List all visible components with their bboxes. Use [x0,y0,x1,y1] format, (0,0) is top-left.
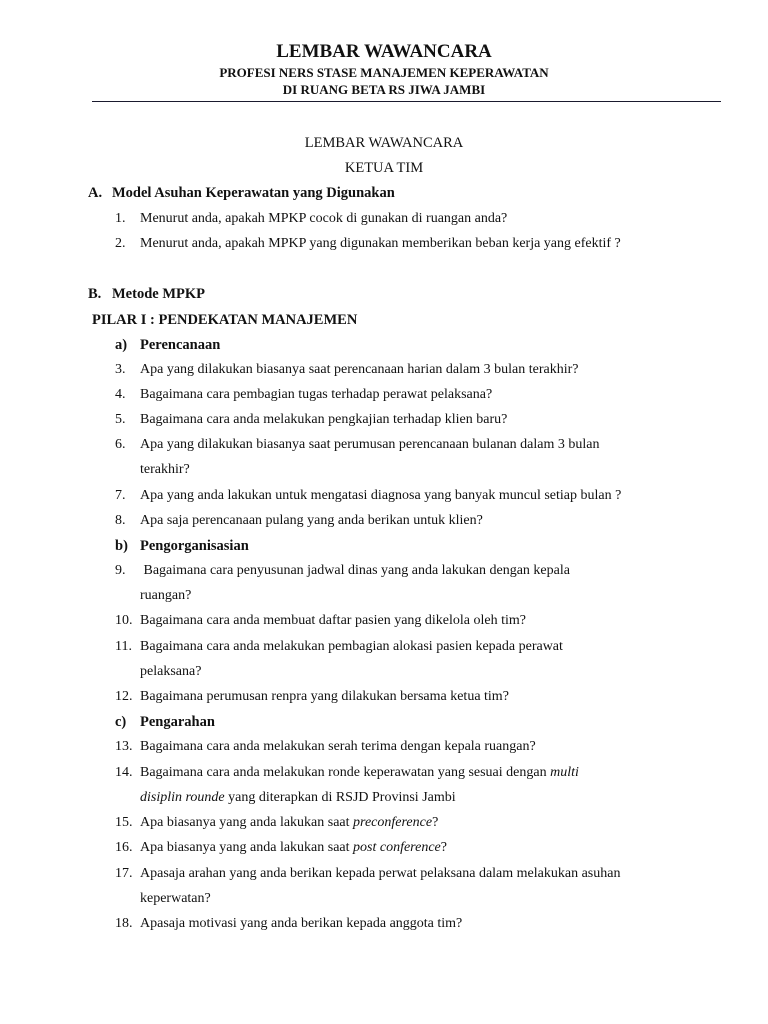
list-item-number: 18. [115,916,133,931]
list-item-number: 17. [115,866,133,881]
list-item-text: Bagaimana cara anda melakukan serah terima dengan kepala ruangan? [140,739,536,754]
subsection-a-marker: a) [115,337,128,353]
list-item-text-plain: ? [432,815,439,830]
list-item-number: 15. [115,815,133,830]
doc-subtitle: KETUA TIM [344,160,424,176]
subsection-c-title: Pengarahan [140,714,215,730]
list-item-text: Apa yang dilakukan biasanya saat perencanaan harian dalam 3 bulan terakhir? [140,362,579,377]
list-item-continuation: ruangan? [140,588,192,603]
list-item-text: Apa yang anda lakukan untuk mengatasi diagnosa yang banyak muncul setiap bulan ? [140,488,622,503]
list-item-number: 14. [115,765,133,780]
list-item-text-plain: ? [440,840,447,855]
list-item-number: 12. [115,689,133,704]
list-item-text: Bagaimana cara pembagian tugas terhadap perawat pelaksana? [140,387,493,402]
list-item-continuation: terakhir? [140,462,190,477]
list-item-text-italic: preconference [353,815,433,830]
list-item-text: Menurut anda, apakah MPKP cocok di gunakan di ruangan anda? [140,211,508,226]
list-item-text [140,840,447,856]
list-item-number: 16. [115,840,133,855]
section-a-title: Model Asuhan Keperawatan yang Digunakan [112,185,395,201]
list-item-text [140,765,579,781]
list-item-number: 5. [115,412,126,427]
list-item-number: 11. [115,639,132,654]
list-item-text: Bagaimana cara anda melakukan pengkajian terhadap klien baru? [140,412,508,427]
list-item-number: 13. [115,739,133,754]
list-item-continuation: keperwatan? [140,891,211,906]
list-item-text [140,815,438,831]
subsection-a-title: Perencanaan [140,337,221,353]
list-item-number: 10. [115,613,133,628]
list-item-text: Menurut anda, apakah MPKP yang digunakan memberikan beban kerja yang efektif ? [140,236,621,251]
list-item-number: 3. [115,362,126,377]
list-item-text: Apasaja motivasi yang anda berikan kepada anggota tim? [140,916,463,931]
list-item-number: 4. [115,387,126,402]
list-item-number: 8. [115,513,126,528]
list-item-text: Bagaimana cara anda membuat daftar pasien yang dikelola oleh tim? [140,613,527,628]
list-item-text: Apa saja perencanaan pulang yang anda berikan untuk klien? [140,513,483,528]
list-item-number: 1. [115,211,126,226]
doc-title: LEMBAR WAWANCARA [304,135,464,151]
list-item-text: Apasaja arahan yang anda berikan kepada perwat pelaksana dalam melakukan asuhan [140,866,621,881]
list-item-text-plain: Apa biasanya yang anda lakukan saat [140,840,354,855]
list-item-continuation: pelaksana? [140,664,202,679]
header-title: LEMBAR WAWANCARA [276,41,492,62]
list-item-text: Apa yang dilakukan biasanya saat perumusan perencanaan bulanan dalam 3 bulan [140,437,600,452]
section-b-title: Metode MPKP [112,286,206,302]
list-item-text-plain: yang diterapkan di RSJD Provinsi Jambi [224,790,456,805]
list-item-number: 6. [115,437,126,452]
list-item-number: 7. [115,488,126,503]
list-item-continuation [140,790,456,806]
list-item-text-italic: disiplin rounde [140,790,225,805]
list-item-number: 2. [115,236,126,251]
list-item-text: Bagaimana cara anda melakukan pembagian alokasi pasien kepada perawat [140,639,563,654]
list-item-number: 9. [115,563,126,578]
list-item-text-italic: multi [550,765,579,780]
list-item-text: Bagaimana cara penyusunan jadwal dinas yang anda lakukan dengan kepala [140,563,570,578]
subsection-c-marker: c) [115,714,127,730]
section-b-marker: B. [88,286,102,302]
subsection-b-title: Pengorganisasian [140,538,249,554]
header-subtitle-2: DI RUANG BETA RS JIWA JAMBI [282,82,486,97]
header-divider [92,101,721,102]
list-item-text: Bagaimana perumusan renpra yang dilakukan bersama ketua tim? [140,689,509,704]
section-a-marker: A. [88,185,103,201]
list-item-text-plain: Apa biasanya yang anda lakukan saat [140,815,354,830]
header-subtitle-1: PROFESI NERS STASE MANAJEMEN KEPERAWATAN [219,65,549,80]
list-item-text-plain: Bagaimana cara anda melakukan ronde keperawatan yang sesuai dengan [140,765,551,780]
list-item-text-italic: post conference [353,840,441,855]
pilar-heading: PILAR I : PENDEKATAN MANAJEMEN [92,312,358,328]
subsection-b-marker: b) [115,538,128,554]
